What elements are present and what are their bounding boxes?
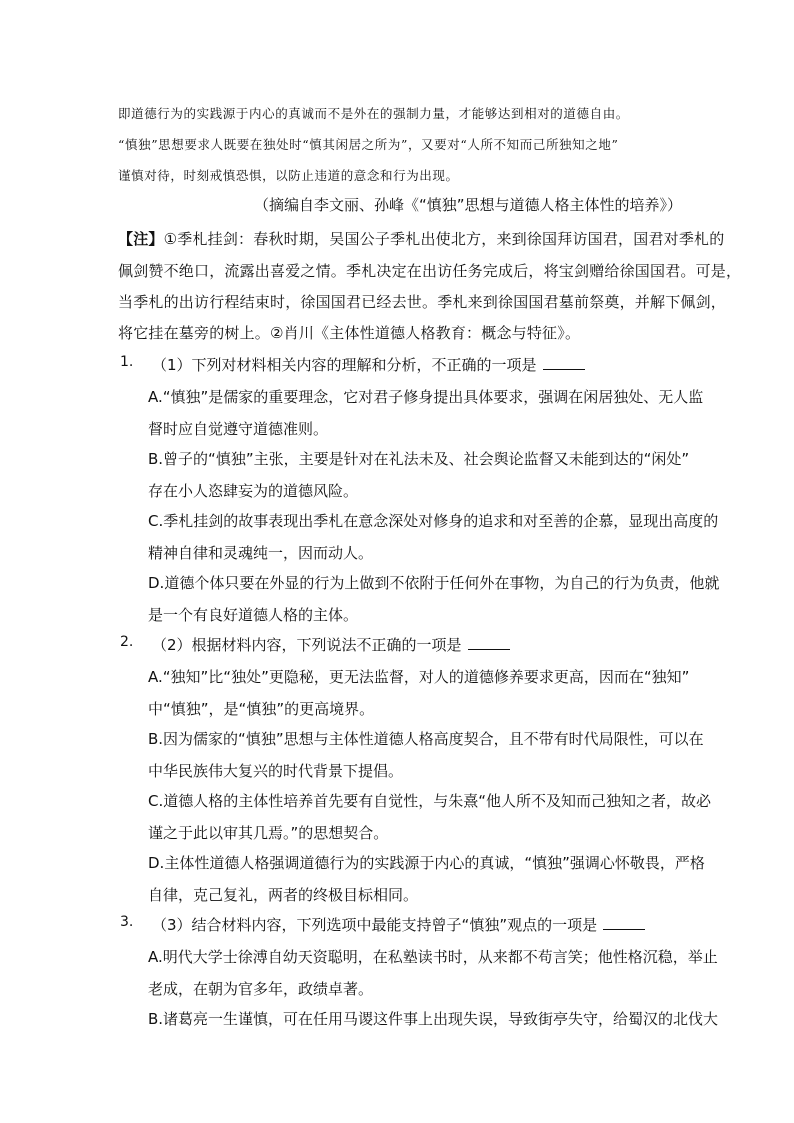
note-line: 将它挂在墓旁的树上。②肖川《主体性道德人格教育：概念与特征》。 [118, 324, 581, 342]
option-line: B.因为儒家的“慎独”思想与主体性道德人格高度契合，且不带有时代局限性，可以在 [148, 730, 704, 748]
option-line: B.曾子的“慎独”主张，主要是针对在礼法未及、社会舆论监督又未能到达的“闲处” [148, 450, 690, 468]
passage-line: 谨慎对待，时刻戒慎恐惧，以防止违道的意念和行为出现。 [118, 168, 459, 183]
option-line: 精神自律和灵魂纯一，因而动人。 [148, 544, 374, 562]
answer-blank[interactable] [543, 357, 585, 370]
question-stem [152, 354, 585, 375]
option-c[interactable] [148, 790, 712, 854]
question-stem-text: （2）根据材料内容，下列说法不正确的一项是 [152, 636, 462, 654]
option-line: 存在小人恣肆妄为的道德风险。 [148, 482, 359, 500]
option-line: A.明代大学士徐溥自幼天资聪明，在私塾读书时，从来都不苟言笑；他性格沉稳，举止 [148, 948, 718, 966]
citation: （摘编自李文丽、孙峰《“慎独”思想与道德人格主体性的培养》） [254, 196, 683, 214]
option-a[interactable] [148, 666, 690, 730]
option-line: C.道德人格的主体性培养首先要有自觉性，与朱熹“他人所不及知而己独知之者，故必 [148, 792, 712, 810]
option-line: 中“慎独”，是“慎独”的更高境界。 [148, 700, 375, 718]
question-number: 1. [120, 354, 134, 370]
option-b[interactable] [148, 1008, 719, 1040]
option-line: B.诸葛亮一生谨慎，可在任用马谡这件事上出现失误，导致街亭失守，给蜀汉的北伐大 [148, 1010, 719, 1028]
note-line [118, 228, 724, 249]
option-c[interactable] [148, 510, 719, 574]
option-a[interactable] [148, 946, 718, 1010]
question-stem [152, 914, 645, 935]
option-line: A.“慎独”是儒家的重要理念，它对君子修身提出具体要求，强调在闲居独处、无人监 [148, 388, 704, 406]
option-line: C.季札挂剑的故事表现出季札在意念深处对修身的追求和对至善的企慕，显现出高度的 [148, 512, 719, 530]
option-d[interactable] [148, 572, 720, 636]
option-line: 督时应自觉遵守道德准则。 [148, 420, 329, 438]
note-text: ①季札挂剑：春秋时期，吴国公子季札出使北方，来到徐国拜访国君，国君对季札的 [163, 230, 725, 248]
option-b[interactable] [148, 728, 704, 792]
question-stem-text: （1）下列对材料相关内容的理解和分析，不正确的一项是 [152, 356, 537, 374]
note-tag: 【注】 [118, 230, 164, 248]
option-line: 老成，在朝为官多年，政绩卓著。 [148, 980, 374, 998]
passage-line: “慎独”思想要求人既要在独处时“慎其闲居之所为”，又要对“人所不知而己所独知之地” [118, 137, 619, 152]
option-line: D.主体性道德人格强调道德行为的实践源于内心的真诚，“慎独”强调心怀敬畏，严格 [148, 854, 705, 872]
option-d[interactable] [148, 852, 705, 916]
note-line: 当季札的出访行程结束时，徐国国君已经去世。季札来到徐国国君墓前祭奠，并解下佩剑， [118, 293, 727, 311]
option-line: 是一个有良好道德人格的主体。 [148, 606, 359, 624]
option-line: 中华民族伟大复兴的时代背景下提倡。 [148, 762, 404, 780]
question-number: 2. [120, 634, 134, 650]
answer-blank[interactable] [603, 917, 645, 930]
option-a[interactable] [148, 386, 704, 450]
question-stem [152, 634, 510, 655]
option-b[interactable] [148, 448, 690, 512]
passage-line: 即道德行为的实践源于内心的真诚而不是外在的强制力量，才能够达到相对的道德自由。 [118, 106, 629, 121]
option-line: 谨之于此以审其几焉。”的思想契合。 [148, 824, 389, 842]
note-line: 佩剑赞不绝口，流露出喜爱之情。季札决定在出访任务完成后，将宝剑赠给徐国国君。可是， [118, 262, 742, 280]
option-line: D.道德个体只要在外显的行为上做到不依附于任何外在事物，为自己的行为负责，他就 [148, 574, 720, 592]
question-stem-text: （3）结合材料内容，下列选项中最能支持曾子“慎独”观点的一项是 [152, 916, 598, 934]
option-line: 自律，克己复礼，两者的终极目标相同。 [148, 886, 419, 904]
answer-blank[interactable] [468, 637, 510, 650]
question-number: 3. [120, 914, 134, 930]
option-line: A.“独知”比“独处”更隐秘，更无法监督，对人的道德修养要求更高，因而在“独知” [148, 668, 690, 686]
